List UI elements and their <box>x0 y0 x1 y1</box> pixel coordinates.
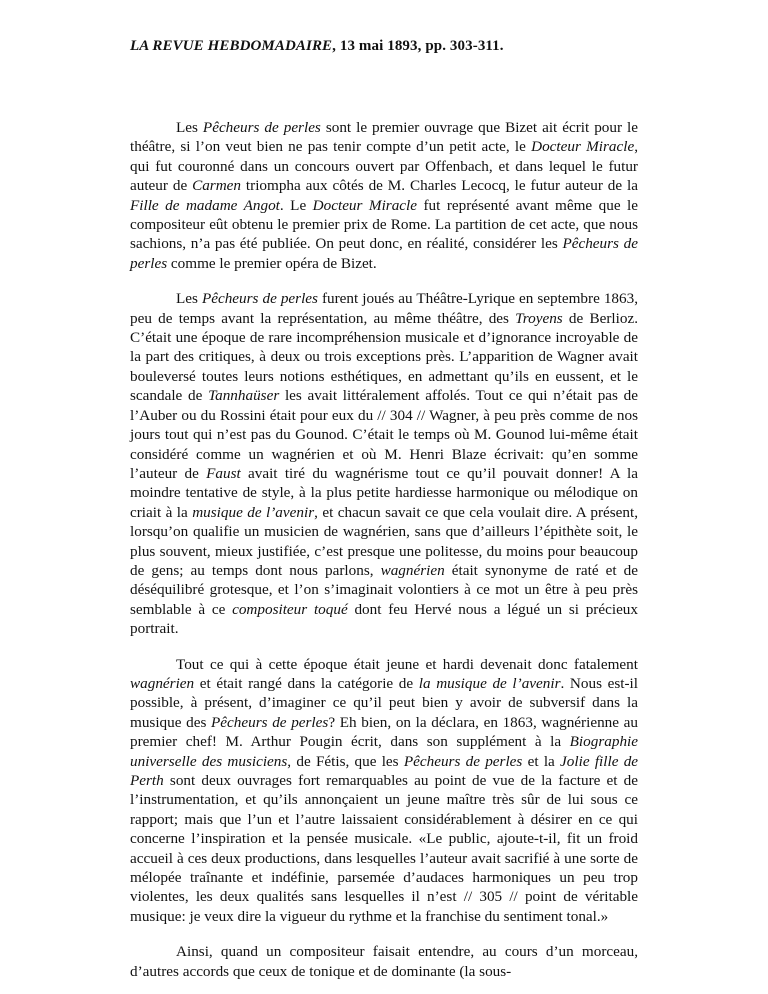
text-run: furent joués au Théâtre-Lyrique en septembre 1863, peu de temps avant la représentation, au même théâtre, des <box>130 290 638 327</box>
text-run: était synonyme de raté et de déséquilibré grotesque, et l’on s’imaginait volontiers à ce mot un être à peu près semblable à ce <box>130 561 638 618</box>
text-run: Ainsi, quand un compositeur faisait entendre, au cours d’un morceau, d’autres accords que ceux de tonique et de dominante (la sous- <box>130 943 638 980</box>
text-run: , de Fétis, que les <box>287 752 404 770</box>
italic-title-run: Carmen <box>192 177 242 195</box>
text-run: . Le <box>279 196 313 214</box>
text-run: , et chacun savait ce que cela voulait dire. A présent, lorsqu’on qualifie un musicien de wagnérien, sans que d’ailleurs l’épithète soit, le plus souvent, mieux justifiée, c’est presque une politesse, du moins pour beaucoup de gens; au temps dont nous parlons, <box>130 503 639 579</box>
italic-title-run: Pêcheurs de perles <box>211 713 329 731</box>
text-run: de Berlioz. C’était une époque de rare incompréhension musicale et d’ignorance incroyable de la part des critiques, à deux ou trois exceptions près. L’apparition de Wagner avait bouleversé toutes leurs notions esthétiques, en admettant qu’ils en eussent, et le scandale de <box>130 309 638 405</box>
italic-title-run: Pêcheurs de perles <box>201 290 318 308</box>
text-run: triompha aux côtés de M. Charles Lecocq, le futur auteur de la <box>241 177 638 195</box>
text-run: ? Eh bien, on la déclara, en 1863, wagnérienne au premier chef! M. Arthur Pougin écrit, dans son supplément à la <box>130 713 638 751</box>
italic-title-run: Pêcheurs de perles <box>403 752 523 770</box>
text-run: fut représenté avant même que le compositeur eût obtenu le premier prix de Rome. La partition de cet acte, que nous sachions, n’a pas été publiée. On peut donc, en réalité, considérer les <box>130 196 638 253</box>
paragraph-2 <box>130 289 638 638</box>
paragraph-3 <box>130 655 638 927</box>
italic-title-run: Tannhaüser <box>208 387 280 405</box>
text-run: les avait littéralement affolés. Tout ce qui n’était pas de l’Auber ou du Rossini était pour eux du // 304 // Wagner, à peu près comme de nos jours tout qui n’est pas du Gounod. C’était le temps où M. Gounod lui-même était considéré comme un wagnérien et où M. Henri Blaze écrivait: qu’en somme l’auteur de <box>130 387 638 482</box>
text-run: Les <box>176 290 202 308</box>
page-header <box>130 38 504 55</box>
italic-title-run: Docteur Miracle <box>312 196 417 214</box>
italic-title-run: Troyens <box>515 309 563 327</box>
italic-title-run: Biographie universelle des musiciens <box>130 733 638 770</box>
italic-title-run: Pêcheurs de perles <box>130 235 638 272</box>
italic-title-run: musique de l’avenir <box>192 503 315 521</box>
article-body <box>130 118 638 981</box>
paragraph-4 <box>130 942 638 981</box>
paragraph-1 <box>130 118 638 273</box>
text-run: dont feu Hervé nous a légué un si précieux portrait. <box>130 600 638 638</box>
italic-title-run: Fille de madame Angot <box>130 196 280 214</box>
text-run: sont le premier ouvrage que Bizet ait écrit pour le théâtre, si l’on veut bien ne pas tenir compte d’un petit acte, le <box>130 119 638 156</box>
italic-title-run: Docteur Miracle <box>531 138 635 156</box>
text-run: et la <box>522 752 561 770</box>
text-run: comme le premier opéra de Bizet. <box>167 254 377 272</box>
italic-title-run: compositeur toqué <box>232 600 348 618</box>
italic-title-run: wagnérien <box>130 674 195 692</box>
italic-title-run: Faust <box>206 464 241 482</box>
text-run: Les <box>176 119 203 136</box>
text-run: Tout ce qui à cette époque était jeune et hardi devenait donc fatalement <box>176 655 638 673</box>
italic-title-run: la musique de l’avenir <box>418 674 561 692</box>
text-run: , qui fut couronné dans un concours ouvert par Offenbach, et dans lequel le futur auteur de <box>130 138 638 195</box>
text-run: sont deux ouvrages fort remarquables au point de vue de la facture et de l’instrumentation, et qu’ils annonçaient un jeune maître très sûr de lui sous ce rapport; mais que l’un et l’autre laissaient considérablement à désirer en ce qui concerne l’inspiration et la pensée musicale. «Le public, ajoute-t-il, fit un froid accueil à ces deux productions, dans lesquelles l’auteur avait sacrifié à une sorte de mélopée traînante et indéfinie, parsemée d’audaces harmoniques un peu trop violentes, les deux qualités sans lesquelles il n’est // 305 // point de véritable musique: je veux dire la vigueur du rythme et la franchise du sentiment tonal.» <box>130 772 638 925</box>
italic-title-run: Jolie fille de Perth <box>130 752 639 789</box>
journal-title: LA REVUE HEBDOMADAIRE <box>130 38 333 54</box>
text-run: et était rangé dans la catégorie de <box>194 674 419 692</box>
italic-title-run: wagnérien <box>380 561 445 579</box>
citation-details: , 13 mai 1893, pp. 303-311. <box>332 38 504 54</box>
text-run: avait tiré du wagnérisme tout ce qu’il pouvait donner! A la moindre tentative de style, à la plus petite hardiesse harmonique ou mélodique on criait à la <box>130 464 638 521</box>
text-run: . Nous est-il possible, à présent, d’imaginer ce qu’il peut bien y avoir de subversif dans la musique des <box>130 674 638 731</box>
italic-title-run: Pêcheurs de perles <box>202 119 321 136</box>
